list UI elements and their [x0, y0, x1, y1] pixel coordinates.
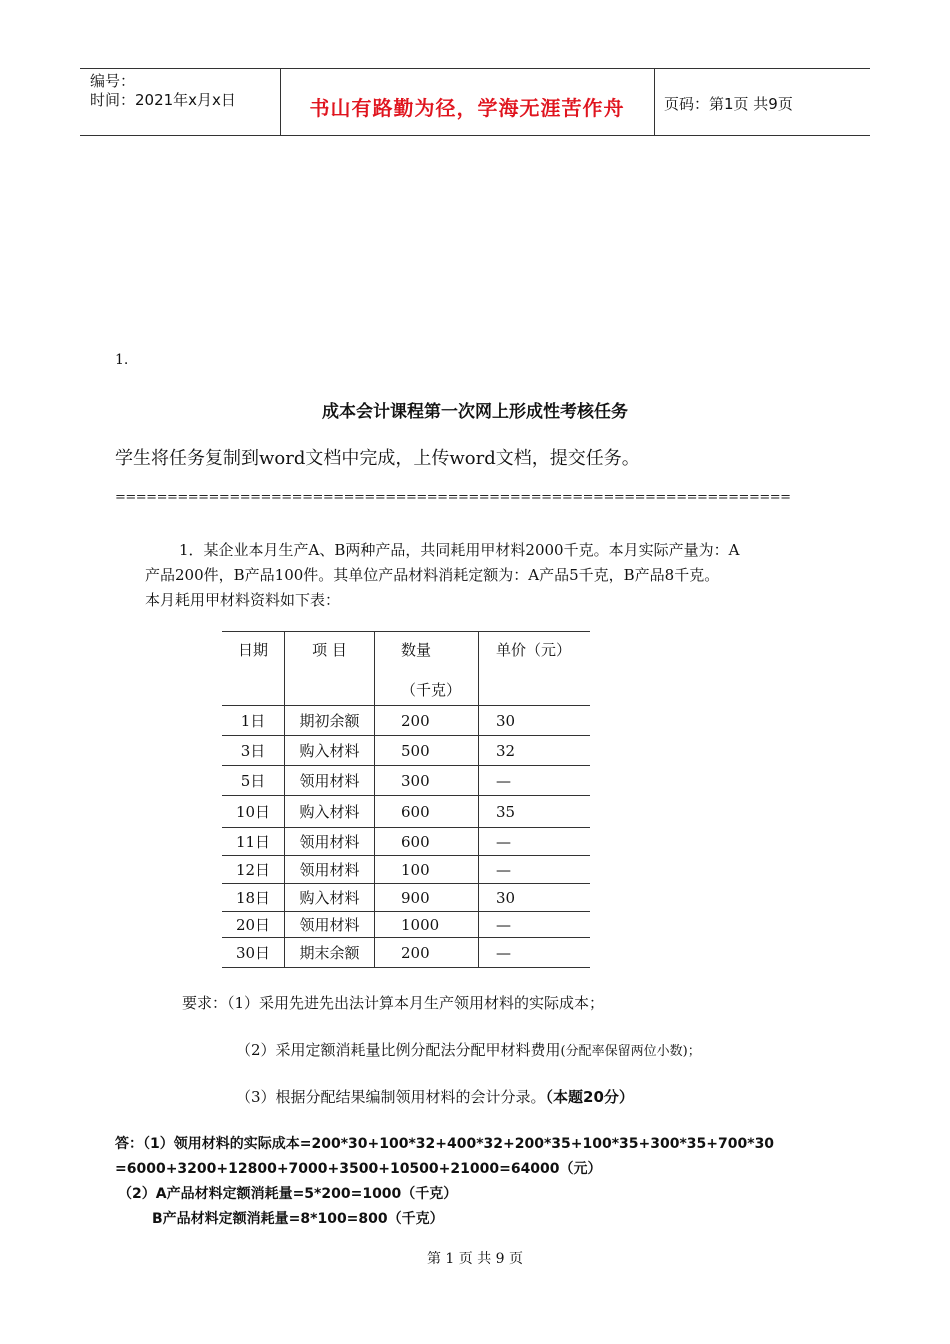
cell-qty: 200	[375, 706, 479, 736]
header-price: 单价（元）	[479, 632, 590, 706]
problem-line-3: 本月耗用甲材料资料如下表：	[145, 591, 341, 609]
cell-price: —	[479, 828, 590, 856]
header-meta	[90, 72, 236, 110]
material-table	[222, 631, 590, 968]
requirement-3-score: （本题20分）	[545, 1088, 634, 1106]
cell-date: 20日	[222, 912, 285, 938]
table-row	[222, 884, 590, 912]
requirement-2-text: （2）采用定额消耗量比例分配法分配甲材料费用	[236, 1041, 561, 1059]
table-row	[222, 736, 590, 766]
separator-rule: =================================================================	[115, 490, 791, 505]
cell-price: 35	[479, 796, 590, 828]
header-item: 项 目	[285, 632, 375, 706]
requirement-2	[236, 1039, 701, 1060]
cell-price: —	[479, 766, 590, 796]
cell-date: 10日	[222, 796, 285, 828]
cell-date: 18日	[222, 884, 285, 912]
header-motto: 书山有路勤为径，学海无涯苦作舟	[309, 96, 625, 120]
table-row	[222, 912, 590, 938]
cell-date: 1日	[222, 706, 285, 736]
problem-line-2: 产品200件，B产品100件。其单位产品材料消耗定额为：A产品5千克，B产品8千克。	[145, 566, 720, 584]
problem-statement	[145, 538, 825, 613]
table-row	[222, 796, 590, 828]
cell-qty: 600	[375, 828, 479, 856]
intro-text: 学生将任务复制到word文档中完成，上传word文档，提交任务。	[115, 448, 640, 469]
answer-line-2: =6000+3200+12800+7000+3500+10500+21000=64000（元）	[115, 1161, 602, 1177]
header-divider-right	[654, 68, 655, 136]
problem-line-1: 1．某企业本月生产A、B两种产品，共同耗用甲材料2000千克。本月实际产量为：A	[179, 541, 740, 559]
cell-qty: 300	[375, 766, 479, 796]
table-row	[222, 856, 590, 884]
header-top-rule	[80, 68, 870, 69]
cell-price: —	[479, 938, 590, 968]
table-row	[222, 766, 590, 796]
cell-qty: 100	[375, 856, 479, 884]
cell-item: 领用材料	[285, 912, 375, 938]
requirement-3	[236, 1086, 634, 1107]
cell-date: 12日	[222, 856, 285, 884]
cell-price: 30	[479, 706, 590, 736]
cell-price: 32	[479, 736, 590, 766]
header-bottom-rule	[80, 135, 870, 136]
cell-item: 领用材料	[285, 828, 375, 856]
cell-date: 30日	[222, 938, 285, 968]
cell-qty: 900	[375, 884, 479, 912]
answer-line-3: （2）A产品材料定额消耗量=5*200=1000（千克）	[118, 1186, 458, 1202]
cell-date: 11日	[222, 828, 285, 856]
table-row	[222, 706, 590, 736]
cell-item: 期初余额	[285, 706, 375, 736]
header-qty-unit: （千克）	[401, 681, 462, 699]
cell-item: 领用材料	[285, 766, 375, 796]
table-row	[222, 828, 590, 856]
header-time-label: 时间：2021年x月x日	[90, 91, 236, 109]
cell-date: 3日	[222, 736, 285, 766]
requirement-1: 要求：（1）采用先进先出法计算本月生产领用材料的实际成本；	[182, 994, 605, 1012]
header-number-label: 编号：	[90, 72, 136, 90]
cell-price: 30	[479, 884, 590, 912]
header-qty: 数量 （千克）	[375, 632, 479, 706]
cell-qty: 500	[375, 736, 479, 766]
cell-price: —	[479, 912, 590, 938]
document-title: 成本会计课程第一次网上形成性考核任务	[322, 402, 628, 422]
cell-price: —	[479, 856, 590, 884]
requirement-2-note: (分配率保留两位小数)；	[560, 1044, 701, 1059]
cell-item: 期末余额	[285, 938, 375, 968]
requirement-3-text: （3）根据分配结果编制领用材料的会计分录。	[236, 1088, 546, 1106]
page-footer: 第 1 页 共 9 页	[426, 1251, 524, 1267]
header-page-info: 页码：第1页 共9页	[664, 95, 793, 113]
cell-date: 5日	[222, 766, 285, 796]
cell-item: 购入材料	[285, 884, 375, 912]
table-header-row	[222, 632, 590, 706]
cell-item: 购入材料	[285, 796, 375, 828]
cell-qty: 200	[375, 938, 479, 968]
cell-qty: 1000	[375, 912, 479, 938]
cell-qty: 600	[375, 796, 479, 828]
answer-line-1: 答：（1）领用材料的实际成本=200*30+100*32+400*32+200*35+100*35+300*35+700*30	[115, 1136, 775, 1152]
cell-item: 领用材料	[285, 856, 375, 884]
answer-line-4: B产品材料定额消耗量=8*100=800（千克）	[152, 1211, 444, 1227]
question-number: 1.	[115, 352, 129, 368]
header-date: 日期	[222, 632, 285, 706]
table-row	[222, 938, 590, 968]
cell-item: 购入材料	[285, 736, 375, 766]
